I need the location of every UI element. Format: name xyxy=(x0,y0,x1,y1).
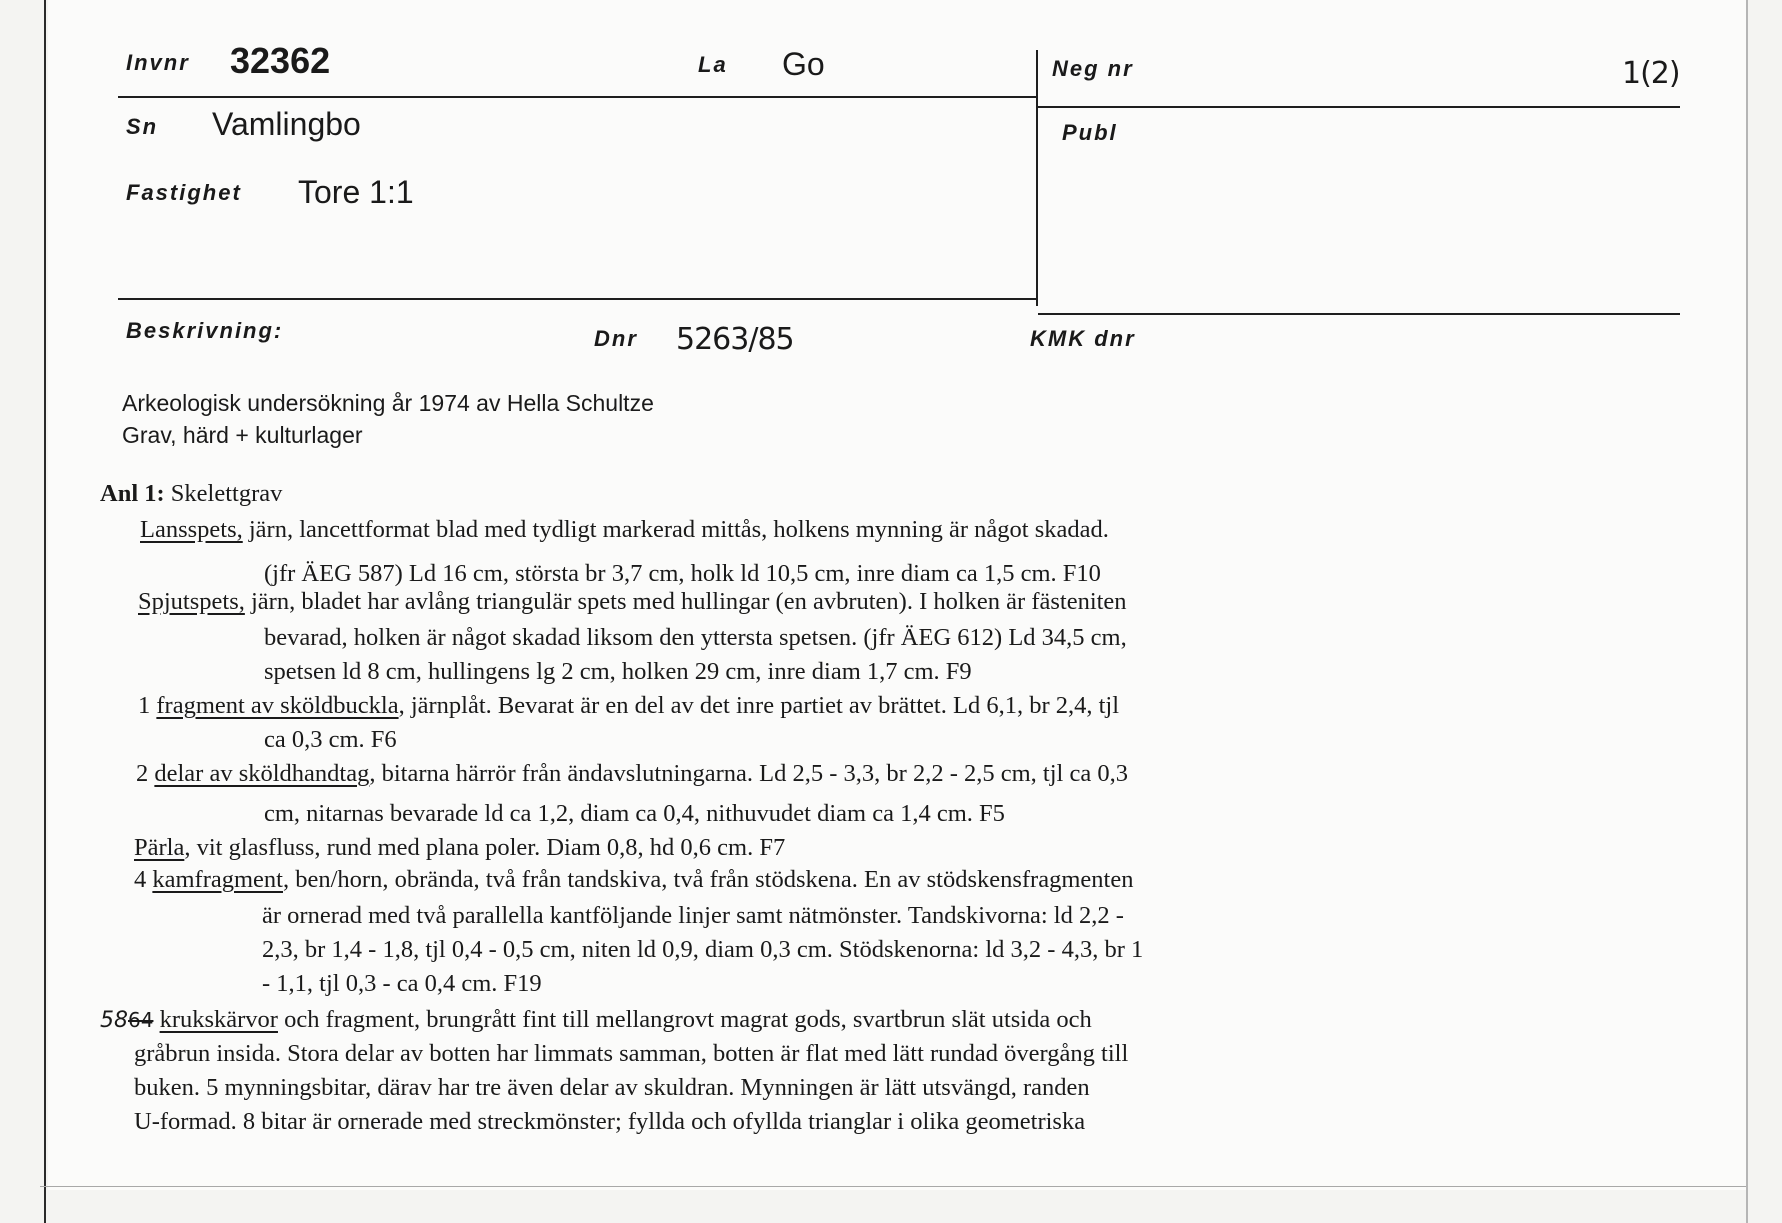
kruk-count-struck: 64 xyxy=(128,1008,154,1032)
list-item: Pärla, vit glasfluss, rund med plana poler. Diam 0,8, hd 0,6 cm. F7 xyxy=(134,834,786,861)
list-item: Spjutspets, järn, bladet har avlång triangulär spets med hullingar (en avbruten). I holken är fästeniten xyxy=(138,588,1127,615)
fragment-name: fragment av sköldbuckla xyxy=(156,692,399,719)
beskrivning-label: Beskrivning: xyxy=(126,318,284,343)
dnr-value: 5263/85 xyxy=(676,322,794,357)
la-label: La xyxy=(698,52,728,77)
dnr-label: Dnr xyxy=(594,326,638,351)
intro-line-2: Grav, härd + kulturlager xyxy=(122,422,363,448)
sn-label: Sn xyxy=(126,114,159,139)
card-left-edge xyxy=(44,0,46,1223)
anl-heading-line xyxy=(100,480,282,508)
spjutspets-line-3: spetsen ld 8 cm, hullingens lg 2 cm, holken 29 cm, inre diam 1,7 cm. F9 xyxy=(264,658,972,685)
anl-title: Skelettgrav xyxy=(164,480,283,507)
lansspets-line-2: (jfr ÄEG 587) Ld 16 cm, största br 3,7 cm, holk ld 10,5 cm, inre diam ca 1,5 cm. F10 xyxy=(264,560,1101,587)
kruk-name: krukskärvor xyxy=(159,1006,278,1033)
list-item: 2 delar av sköldhandtag, bitarna härrör från ändavslutningarna. Ld 2,5 - 3,3, br 2,2 - 2,5 cm, tjl ca 0,3 xyxy=(136,760,1128,787)
header-divider xyxy=(1036,50,1038,306)
fragment-line-2: ca 0,3 cm. F6 xyxy=(264,726,397,753)
kruk-count-handwritten: 58 xyxy=(100,1008,128,1033)
kam-name: kamfragment xyxy=(152,866,283,893)
la-value: Go xyxy=(782,46,825,82)
page-number: 1(2) xyxy=(1622,56,1680,91)
sn-value: Vamlingbo xyxy=(212,106,361,142)
list-item: Lansspets, järn, lancettformat blad med tydligt markerad mittås, holkens mynning är något skadad. xyxy=(140,516,1109,543)
invnr-value: 32362 xyxy=(230,40,331,81)
kam-line-2: är ornerad med två parallella kantföljande linjer samt nätmönster. Tandskivorna: ld 2,2 - xyxy=(262,902,1124,929)
header-rule-top xyxy=(118,96,1038,98)
delar-name: delar av sköldhandtag xyxy=(154,760,370,787)
kruk-line-3: buken. 5 mynningsbitar, därav har tre även delar av skuldran. Mynningen är lätt utsvängd, randen xyxy=(134,1074,1090,1101)
list-item: 4 kamfragment, ben/horn, obrända, två från tandskiva, två från stödskena. En av stödskensfragmenten xyxy=(134,866,1134,893)
intro-line-1: Arkeologisk undersökning år 1974 av Hella Schultze xyxy=(122,390,654,416)
header-rule-bottom-left xyxy=(118,298,1038,300)
kruk-line-4: U-formad. 8 bitar är ornerade med streckmönster; fyllda och ofyllda trianglar i olika geometriska xyxy=(134,1108,1086,1135)
publ-label: Publ xyxy=(1062,120,1118,145)
card-bottom-edge xyxy=(40,1186,1746,1187)
card-right-edge xyxy=(1746,0,1748,1223)
anl-heading: Anl 1: xyxy=(100,480,165,507)
invnr-label: Invnr xyxy=(126,50,190,75)
kmk-dnr-label: KMK dnr xyxy=(1030,326,1136,351)
list-item: 5864 krukskärvor och fragment, brungrått fint till mellangrovt magrat gods, svartbrun slät utsida och xyxy=(100,1006,1092,1033)
kam-line-3: 2,3, br 1,4 - 1,8, tjl 0,4 - 0,5 cm, niten ld 0,9, diam 0,3 cm. Stödskenorna: ld 3,2 - 4,3, br 1 xyxy=(262,936,1144,963)
delar-line-2: cm, nitarnas bevarade ld ca 1,2, diam ca 0,4, nithuvudet diam ca 1,4 cm. F5 xyxy=(264,800,1005,827)
fastighet-value: Tore 1:1 xyxy=(298,174,414,210)
kruk-line-2: gråbrun insida. Stora delar av botten har limmats samman, botten är flat med lätt rundad övergång till xyxy=(134,1040,1129,1067)
spjutspets-name: Spjutspets, xyxy=(138,588,245,615)
lansspets-name: Lansspets, xyxy=(140,516,243,543)
fastighet-label: Fastighet xyxy=(126,180,242,205)
header-rule-bottom-right xyxy=(1038,313,1680,315)
header-rule-top-right xyxy=(1038,106,1680,108)
spjutspets-line-2: bevarad, holken är något skadad liksom den yttersta spetsen. (jfr ÄEG 612) Ld 34,5 cm, xyxy=(264,624,1127,651)
parla-name: Pärla xyxy=(134,834,185,861)
neg-nr-label: Neg nr xyxy=(1052,56,1134,81)
list-item: 1 fragment av sköldbuckla, järnplåt. Bevarat är en del av det inre partiet av brättet. Ld 6,1, br 2,4, tjl xyxy=(138,692,1120,719)
kam-line-4: - 1,1, tjl 0,3 - ca 0,4 cm. F19 xyxy=(262,970,542,997)
